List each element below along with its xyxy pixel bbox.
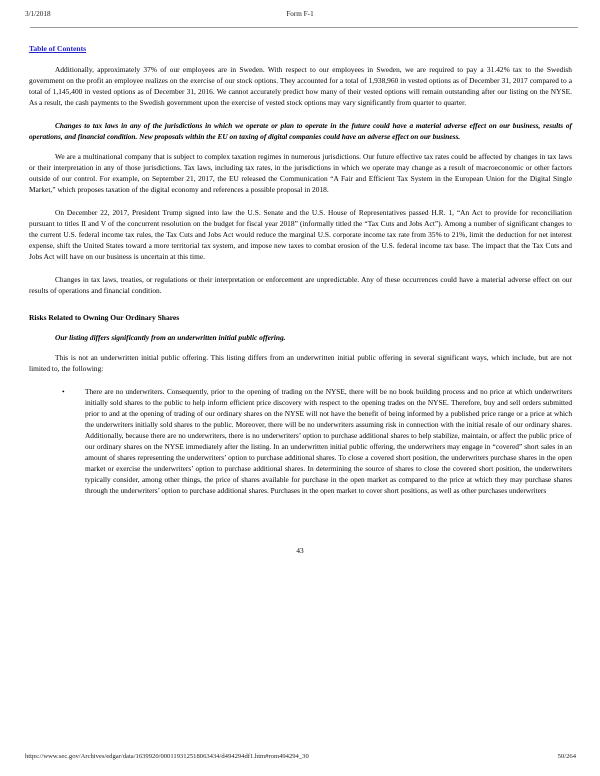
print-header-document-title: Form F-1 — [286, 10, 314, 18]
risk-factor-heading-tax-laws: Changes to tax laws in any of the jurisdictions in which we operate or plan to operate in the future could have a material adverse effect on our business, results of operations, and financial condition. New proposals within the EU on taxing of digital companies could have an adverse effect on our business. — [29, 121, 572, 141]
paragraph-multinational-tax: We are a multinational company that is subject to complex taxation regimes in numerous jurisdictions. Our future effective tax rates could be affected by changes in tax laws or their interpretation in any of those jurisdictions. Tax laws, including tax rates, in the jurisdictions in which we operate may change as a result of macroeconomic or other factors outside of our control. For example, on September 21, 2017, the EU released the Communication “A Fair and Efficient Tax System in the European Union for the Digital Single Market,” which proposes taxation of the digital economy and references a possible proposal in 2018. — [29, 152, 572, 194]
table-of-contents-link[interactable]: Table of Contents — [29, 44, 87, 53]
paragraph-sweden-employees: Additionally, approximately 37% of our employees are in Sweden. With respect to our employees in Sweden, we are required to pay a 31.42% tax to the Swedish government on the profit an employee realizes on the exercise of our stock options. They accounted for a total of 1,938,960 in vested options as of December 31, 2017 compared to a total of 1,145,400 in vested options as of December 31, 2016. We cannot accurately predict how many of their vested options will remain outstanding after our listing on the NYSE. As a result, the cash payments to the Swedish government upon the exercise of vested stock options may vary significantly from quarter to quarter. — [29, 65, 572, 107]
section-heading-risks-ordinary-shares: Risks Related to Owning Our Ordinary Shares — [29, 313, 180, 322]
print-footer-page-indicator: 50/264 — [557, 753, 576, 760]
paragraph-unpredictable-tax-changes: Changes in tax laws, treaties, or regulations or their interpretation or enforcement are unpredictable. Any of these occurrences could have a material adverse effect on our results of operations and financial condition. — [29, 275, 572, 295]
print-footer — [0, 753, 600, 767]
print-footer-url: https://www.sec.gov/Archives/edgar/data/1639920/000119312518063434/d494294df1.htm#rom494294_30 — [25, 753, 309, 760]
list-item-text: There are no underwriters. Consequently, prior to the opening of trading on the NYSE, there will be no book building process and no price at which underwriters initially sold shares to the public to help inform efficient price discovery with respect to the opening trades on the NYSE. Therefore, buy and sell orders submitted prior to and at the opening of trading of our ordinary shares on the NYSE will not have the benefit of being informed by a published price range or a price at which the underwriters initially sold shares to the public. Moreover, there will be no underwriters assuming risk in connection with the initial resale of our ordinary shares. Additionally, because there are no underwriters, there is no underwriters’ option to purchase additional shares to help stabilize, maintain, or affect the public price of our ordinary shares on the NYSE immediately after the listing. In an underwritten initial public offering, the underwriters may engage in “covered” short sales in an amount of shares representing the underwriters’ option to purchase additional shares. To close a covered short position, the underwriters purchase shares in the open market or exercise the underwriters’ option to purchase additional shares. In determining the source of shares to close the covered short position, the underwriters typically consider, among other things, the price of shares available for purchase in the open market as compared to the price at which they may purchase shares through the underwriters’ option to purchase additional shares. Purchases in the open market to cover short positions, as well as other purchases underwriters — [85, 387, 572, 495]
bullet-point-icon: • — [62, 387, 65, 396]
header-divider — [30, 27, 578, 28]
list-item — [29, 386, 572, 496]
print-header-date: 3/1/2018 — [25, 10, 51, 18]
paragraph-listing-intro: This is not an underwritten initial public offering. This listing differs from an underwritten initial public offering in several significant ways, which include, but are not limited to, the following: — [29, 353, 572, 373]
subheading-listing-differs: Our listing differs significantly from an underwritten initial public offering. — [55, 333, 286, 342]
section-spacer — [29, 305, 572, 312]
print-header — [0, 10, 600, 26]
document-content — [29, 38, 572, 505]
bullet-list-listing-differences — [29, 386, 572, 496]
page-number: 43 — [296, 546, 304, 555]
paragraph-tax-cuts-jobs-act: On December 22, 2017, President Trump signed into law the U.S. Senate and the U.S. House of Representatives passed H.R. 1, “An Act to provide for reconciliation pursuant to titles II and V of the concurrent resolution on the budget for fiscal year 2018” (informally titled the “Tax Cuts and Jobs Act”). Among a number of significant changes to the current U.S. federal income tax rules, the Tax Cuts and Jobs Act would reduce the marginal U.S. corporate income tax rate from 35% to 21%, limit the deduction for net interest expense, shift the United States toward a more territorial tax system, and impose new taxes to combat erosion of the U.S. federal income tax base. The impact that the Tax Cuts and Jobs Act will have on our business is uncertain at this time. — [29, 208, 572, 261]
